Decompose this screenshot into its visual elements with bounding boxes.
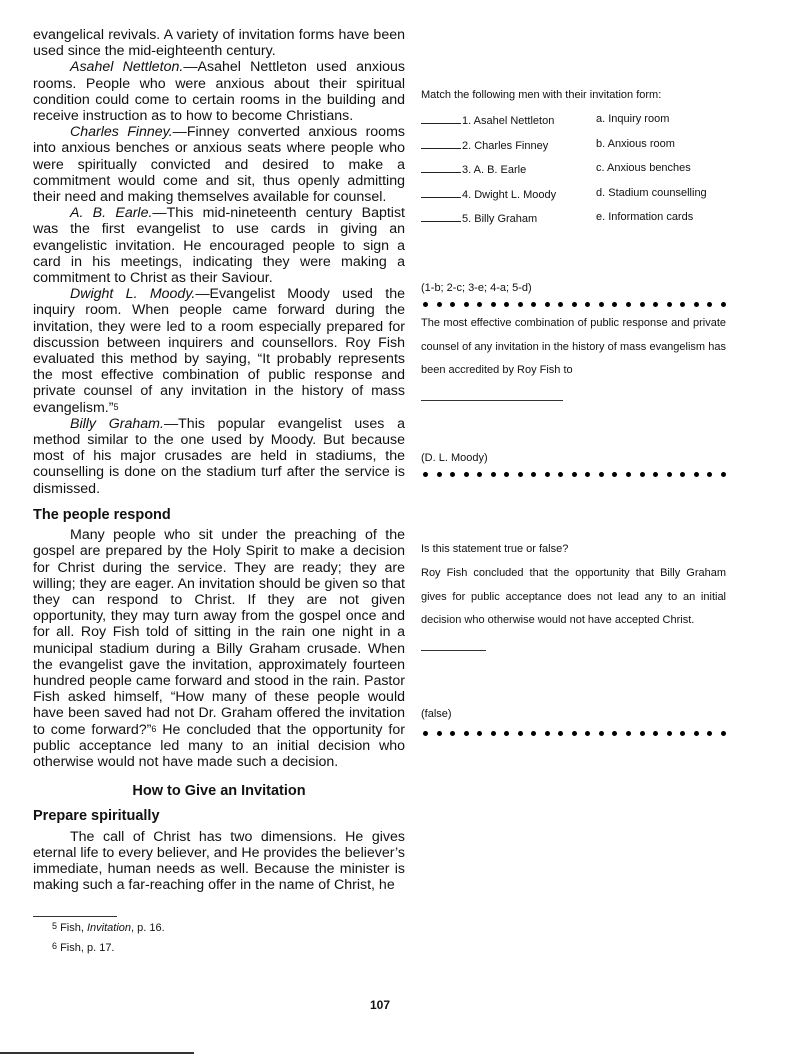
- nettleton-paragraph: [33, 59, 405, 124]
- footnote-ref-5: 5: [113, 401, 119, 412]
- footnote-page: , p. 16.: [131, 922, 165, 934]
- graham-paragraph: [33, 416, 405, 497]
- match-answer: (1-b; 2-c; 3-e; 4-a; 5-d): [421, 282, 532, 294]
- match-left: 3. A. B. Earle: [462, 164, 527, 176]
- footnote-num: 5: [52, 921, 58, 931]
- footnote-text: Fish,: [57, 922, 87, 934]
- match-right: d. Stadium counselling: [596, 187, 707, 199]
- intro-paragraph: evangelical revivals. A variety of invitation forms have been used since the mid-eighteenth century.: [33, 27, 405, 60]
- match-row: [421, 113, 731, 127]
- earle-text: —This mid-nineteenth century Baptist was the first evangelist to use cards in giving an evangelistic invitation. He encouraged people to sign a card in his meetings, indicating they were making a commitment to Christ as their Saviour.: [33, 205, 405, 287]
- graham-name: Billy Graham.: [70, 415, 164, 432]
- tf-answer: (false): [421, 708, 452, 720]
- earle-name: A. B. Earle.: [70, 205, 153, 222]
- match-right: c. Anxious benches: [596, 162, 691, 174]
- prepare-paragraph: The call of Christ has two dimensions. He gives eternal life to every believer, and He provides the believer’s immediate, human needs as well. Because the minister is making such a far-reaching offer in the name of Christ, he: [33, 828, 405, 894]
- moody-paragraph: [33, 286, 405, 416]
- graham-text: —This popular evangelist uses a method similar to the one used by Moody. But because most of his major crusades are held in stadiums, the counselling is done on the stadium turf after the service is dismissed.: [33, 415, 405, 497]
- answer-blank[interactable]: [421, 138, 461, 149]
- earle-paragraph: [33, 205, 405, 286]
- footnote-ref-6: 6: [151, 723, 157, 734]
- fill-answer: (D. L. Moody): [421, 452, 488, 464]
- finney-name: Charles Finney.: [70, 124, 173, 141]
- footnote-6: [52, 942, 115, 954]
- tf-answer-blank[interactable]: [421, 650, 486, 651]
- nettleton-name: Asahel Nettleton.: [70, 59, 184, 76]
- bottom-rule: [0, 1052, 194, 1054]
- dotted-divider: [423, 472, 726, 477]
- match-right: a. Inquiry room: [596, 113, 670, 125]
- moody-text: —Evangelist Moody used the inquiry room. When people came forward during the invitation, they were led to a room especially prepared for discussion between inquirers and counsellors. Roy Fish evaluated this method by saying, “It probably represents the most effective combination of public response and private counsel of any invitation in the history of mass evangelism.”: [33, 286, 405, 416]
- footnote-title: Invitation: [86, 922, 131, 934]
- match-left: 4. Dwight L. Moody: [462, 189, 557, 201]
- tf-question: Roy Fish concluded that the opportunity that Billy Graham gives for public acceptance does not lead any to an initial decision who otherwise would not have accepted Christ.: [421, 567, 726, 626]
- people-respond-text-cont: He concluded that the opportunity for public acceptance led many to an initial decision who otherwise would not have made such a decision.: [33, 721, 405, 770]
- match-left: 2. Charles Finney: [462, 140, 549, 152]
- finney-text: —Finney converted anxious rooms into anxious benches or anxious seats where people who were spiritually convicted and desired to make a commitment would come and sit, thus openly admitting their need and making themselves available for counsel.: [33, 124, 405, 206]
- fill-answer-blank[interactable]: [421, 400, 563, 401]
- answer-blank[interactable]: [421, 162, 461, 173]
- section-heading-people-respond: The people respond: [33, 506, 171, 523]
- footnote-text: Fish, p. 17.: [57, 942, 115, 954]
- people-respond-text: Many people who sit under the preaching of the gospel are prepared by the Holy Spirit to make a decision for Christ during the service. They are ready; they are willing; they are eager. An invitation should be given so that they can respond to Christ. If they are not given opportunity, they may turn away from the gospel once and for all. Roy Fish told of sitting in the rain one night in a municipal stadium during a Billy Graham crusade. When the evangelist gave the invitation, approximately fourteen hundred people came forward and stood in the rain. Pastor Fish asked himself, “How many of these people would have been saved had not Dr. Graham offered the invitation to come forward?”: [33, 527, 405, 738]
- footnote-5: [52, 922, 165, 934]
- match-left: 5. Billy Graham: [462, 213, 538, 225]
- answer-blank[interactable]: [421, 211, 461, 222]
- moody-name: Dwight L. Moody.: [70, 286, 196, 303]
- match-left: 1. Asahel Nettleton: [462, 115, 555, 127]
- match-row: [421, 162, 731, 176]
- chapter-heading-how-to: How to Give an Invitation: [132, 783, 306, 800]
- main-column: [33, 27, 405, 893]
- footnote-divider: [33, 916, 117, 917]
- nettleton-text: —Asahel Nettleton used anxious rooms. People who were anxious about their spiritual condition could come to certain rooms in the building and receive instruction as to how to become Christians.: [33, 59, 405, 125]
- match-right: b. Anxious room: [596, 138, 675, 150]
- people-respond-paragraph: [33, 527, 405, 770]
- match-row: [421, 187, 731, 201]
- tf-prompt: Is this statement true or false?: [421, 543, 569, 555]
- match-row: [421, 211, 731, 225]
- fill-question: The most effective combination of public response and private counsel of any invitation in the history of mass evangelism has been accredited by Roy Fish to: [421, 317, 726, 376]
- page-number: 107: [370, 998, 391, 1012]
- dotted-divider: [423, 302, 726, 307]
- section-heading-prepare: Prepare spiritually: [33, 808, 160, 825]
- answer-blank[interactable]: [421, 113, 461, 124]
- match-right: e. Information cards: [596, 211, 694, 223]
- finney-paragraph: [33, 124, 405, 205]
- match-prompt: Match the following men with their invitation form:: [421, 89, 662, 101]
- answer-blank[interactable]: [421, 187, 461, 198]
- footnote-num: 6: [52, 941, 58, 951]
- dotted-divider: [423, 731, 726, 736]
- match-row: [421, 138, 731, 152]
